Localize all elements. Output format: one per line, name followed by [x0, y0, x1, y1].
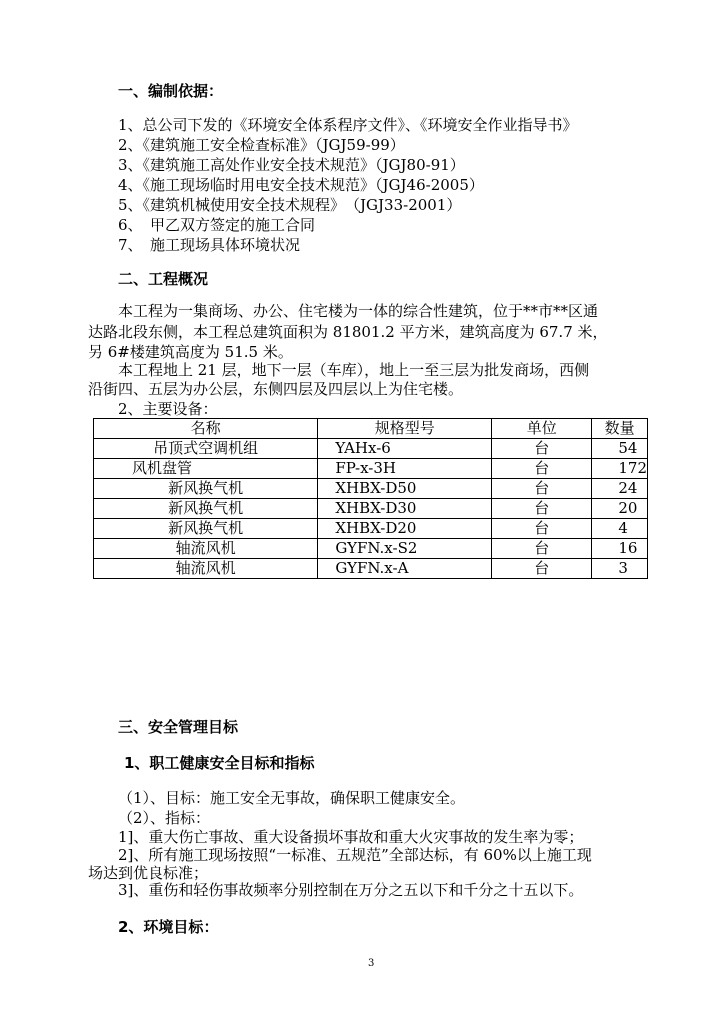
- basis-item: 3、《建筑施工高处作业安全技术规范》（JGJ80-91）: [118, 156, 465, 174]
- cell-qty: 54: [592, 439, 648, 459]
- table-row: [94, 459, 648, 479]
- table-row: [94, 439, 648, 459]
- overview-para1-line: 另 6#楼建筑高度为 51.5 米。: [88, 343, 293, 361]
- section2-heading: 二、工程概况: [118, 270, 209, 288]
- cell-unit: 台: [492, 459, 592, 479]
- indicator-item: 3]、重伤和轻伤事故频率分别控制在万分之五以下和千分之十五以下。: [118, 881, 584, 899]
- cell-unit: 台: [492, 519, 592, 539]
- cell-qty: 16: [592, 539, 648, 559]
- table-row: [94, 519, 648, 539]
- section1-heading: 一、编制依据：: [118, 82, 224, 100]
- cell-unit: 台: [492, 499, 592, 519]
- cell-name: 新风换气机: [94, 499, 318, 519]
- cell-name: 轴流风机: [94, 539, 318, 559]
- cell-name: 吊顶式空调机组: [94, 439, 318, 459]
- cell-model: XHBX-D20: [318, 519, 492, 539]
- indicator-label: （2）、指标：: [118, 809, 211, 827]
- cell-name: 新风换气机: [94, 479, 318, 499]
- basis-item: 7、 施工现场具体环境状况: [118, 236, 301, 254]
- table-row: [94, 499, 648, 519]
- basis-item: 6、 甲乙双方签定的施工合同: [118, 216, 316, 234]
- overview-para1-line: 达路北段东侧，本工程总建筑面积为 81801.2 平方米，建筑高度为 67.7 米，: [88, 323, 608, 341]
- cell-model: XHBX-D30: [318, 499, 492, 519]
- cell-name: 新风换气机: [94, 519, 318, 539]
- indicator-item: 2]、所有施工现场按照“一标准、五规范”全部达标，有 60%以上施工现: [118, 846, 592, 864]
- cell-qty: 172: [592, 459, 648, 479]
- overview-para2-line: 沿街四、五层为办公层，东侧四层及四层以上为住宅楼。: [88, 380, 464, 398]
- overview-para2-line: 本工程地上 21 层，地下一层（车库），地上一至三层为批发商场，西侧: [118, 361, 590, 379]
- cell-name: 风机盘管: [94, 459, 318, 479]
- section3-heading: 三、安全管理目标: [118, 718, 239, 736]
- cell-model: FP-x-3H: [318, 459, 492, 479]
- cell-unit: 台: [492, 539, 592, 559]
- cell-qty: 4: [592, 519, 648, 539]
- cell-model: GYFN.x-A: [318, 559, 492, 579]
- header-name: 名称: [94, 419, 318, 439]
- table-header-row: [94, 419, 648, 439]
- header-unit: 单位: [492, 419, 592, 439]
- equipment-label: 2、主要设备：: [118, 400, 218, 418]
- page-number: 3: [368, 958, 375, 969]
- equipment-table: [93, 418, 648, 579]
- cell-unit: 台: [492, 479, 592, 499]
- basis-item: 1、总公司下发的《环境安全体系程序文件》、《环境安全作业指导书》: [118, 116, 578, 134]
- cell-model: YAHx-6: [318, 439, 492, 459]
- cell-model: XHBX-D50: [318, 479, 492, 499]
- cell-qty: 3: [592, 559, 648, 579]
- indicator-item-cont: 场达到优良标准；: [88, 864, 209, 882]
- goal-text: （1）、目标：施工安全无事故，确保职工健康安全。: [118, 789, 466, 807]
- cell-name: 轴流风机: [94, 559, 318, 579]
- overview-para1-line: 本工程为一集商场、办公、住宅楼为一体的综合性建筑，位于**市**区通: [118, 302, 599, 320]
- header-model: 规格型号: [318, 419, 492, 439]
- basis-item: 2、《建筑施工安全检查标准》（JGJ59-99）: [118, 136, 405, 154]
- table-row: [94, 559, 648, 579]
- cell-qty: 24: [592, 479, 648, 499]
- basis-item: 4、《施工现场临时用电安全技术规范》（JGJ46-2005）: [118, 176, 484, 194]
- table-row: [94, 539, 648, 559]
- cell-unit: 台: [492, 439, 592, 459]
- cell-qty: 20: [592, 499, 648, 519]
- cell-model: GYFN.x-S2: [318, 539, 492, 559]
- cell-unit: 台: [492, 559, 592, 579]
- environment-goal-heading: 2、环境目标：: [118, 918, 219, 936]
- basis-item: 5、《建筑机械使用安全技术规程》 （JGJ33-2001）: [118, 196, 462, 214]
- table-row: [94, 479, 648, 499]
- indicator-item: 1]、重大伤亡事故、重大设备损坏事故和重大火灾事故的发生率为零；: [118, 828, 584, 846]
- header-qty: 数量: [592, 419, 648, 439]
- safety-goal-heading: 1、职工健康安全目标和指标: [124, 754, 315, 772]
